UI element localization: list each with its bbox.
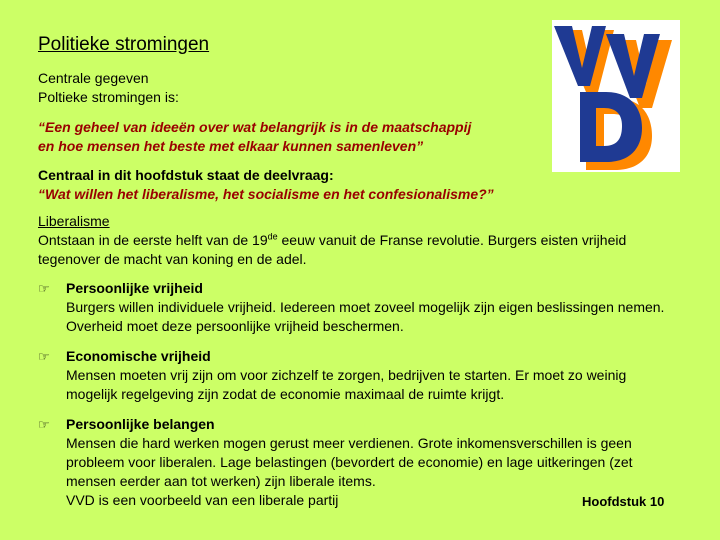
- vvd-logo: [552, 20, 680, 172]
- definition-quote: [38, 118, 471, 156]
- bullet-extra-text: VVD is een voorbeeld van een liberale partij: [66, 492, 339, 508]
- question-text: “Wat willen het liberalisme, het socialisme en het confesionalisme?”: [38, 186, 494, 202]
- pointing-hand-icon: ☞: [38, 281, 50, 296]
- chapter-label: Hoofdstuk 10: [582, 494, 665, 509]
- pointing-hand-icon: ☞: [38, 417, 50, 432]
- bullet-list: [38, 279, 668, 521]
- liberalism-heading: Liberalisme: [38, 213, 110, 229]
- question-heading: Centraal in dit hoofdstuk staat de deelvraag:: [38, 167, 334, 183]
- bullet-title: Economische vrijheid: [66, 348, 211, 364]
- slide-title: Politieke stromingen: [38, 34, 210, 55]
- quote-line-1: “Een geheel van ideeën over wat belangrijk is in de maatschappij: [38, 119, 472, 135]
- pointing-hand-icon: ☞: [38, 349, 50, 364]
- bullet-item: [38, 279, 668, 336]
- liberalism-section: [38, 212, 668, 269]
- bullet-title: Persoonlijke vrijheid: [66, 280, 203, 296]
- bullet-title: Persoonlijke belangen: [66, 416, 215, 432]
- quote-line-2: en hoe mensen het beste met elkaar kunnen samenleven”: [38, 138, 424, 154]
- bullet-item: [38, 347, 668, 404]
- central-section: [38, 69, 179, 107]
- liberalism-text: [38, 231, 668, 269]
- bullet-text: Burgers willen individuele vrijheid. Iedereen moet zoveel mogelijk zijn eigen beslissingen nemen. Overheid moet deze persoonlijke vrijheid beschermen.: [66, 299, 665, 334]
- question-section: [38, 166, 494, 204]
- liberalism-text-before: Ontstaan in de eerste helft van de 19: [38, 232, 268, 248]
- bullet-text: Mensen die hard werken mogen gerust meer verdienen. Grote inkomensverschillen is geen probleem voor liberalen. Lage belastingen (bevordert de economie) en lage uitkeringen (zet mensen eerder aan tot werken) zijn liberale items.: [66, 435, 633, 489]
- bullet-text: Mensen moeten vrij zijn om voor zichzelf te zorgen, bedrijven te starten. Er moet zo weinig mogelijk regelgeving zijn zodat de economie maximaal de ruimte krijgt.: [66, 367, 627, 402]
- bullet-item: [38, 415, 668, 510]
- central-heading: Centrale gegeven: [38, 70, 149, 86]
- central-intro: Poltieke stromingen is:: [38, 89, 179, 105]
- liberalism-superscript: de: [267, 231, 278, 242]
- liberalism-text-after: eeuw vanuit de Franse revolutie. Burgers eisten vrijheid tegenover de macht van koning en de adel.: [38, 232, 627, 267]
